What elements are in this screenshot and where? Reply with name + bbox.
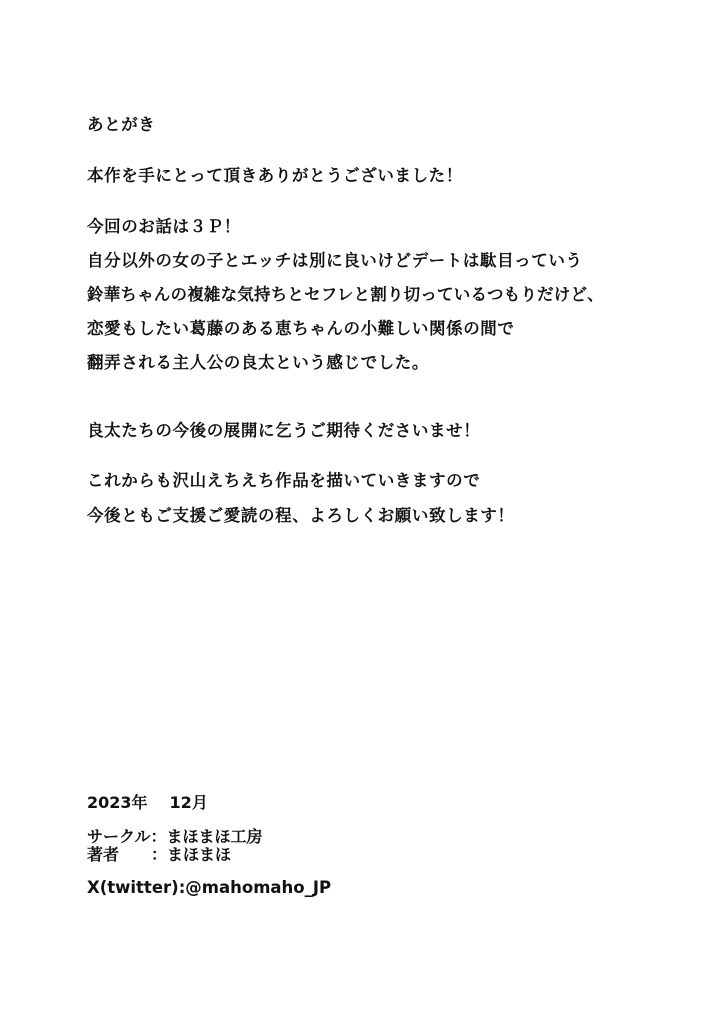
author-line: [87, 847, 231, 863]
circle-line: [87, 829, 263, 845]
date-year: 2023年: [87, 793, 148, 812]
author-label: 著者: [87, 845, 120, 864]
body-line: これからも沢山えちえち作品を描いていきますので: [87, 471, 481, 490]
body-line: 翻弄される主人公の良太という感じでした。: [87, 353, 429, 372]
twitter-handle: X(twitter):@mahomaho_JP: [87, 878, 332, 897]
thanks-line: 本作を手にとって頂きありがとうございました！: [87, 166, 463, 185]
body-line: 今後ともご支援ご愛読の程、よろしくお願い致します！: [87, 506, 515, 525]
body-line: 恋愛もしたい葛藤のある恵ちゃんの小難しい関係の間で: [87, 319, 515, 338]
body-line: 自分以外の女の子とエッチは別に良いけどデートは駄目っていう: [87, 251, 583, 270]
afterword-heading: あとがき: [87, 115, 156, 134]
circle-value: ：まほまほ工房: [150, 827, 263, 846]
body-line: 鈴華ちゃんの複雑な気持ちとセフレと割り切っているつもりだけど、: [87, 285, 604, 304]
date-month: 12月: [169, 793, 208, 812]
body-line: 今回のお話は３Ｐ！: [87, 217, 241, 236]
date-line: [87, 795, 208, 811]
author-value: ：まほまほ: [151, 845, 232, 864]
body-line: 良太たちの今後の展開に乞うご期待くださいませ！: [87, 421, 481, 440]
circle-label: サークル: [87, 827, 151, 846]
